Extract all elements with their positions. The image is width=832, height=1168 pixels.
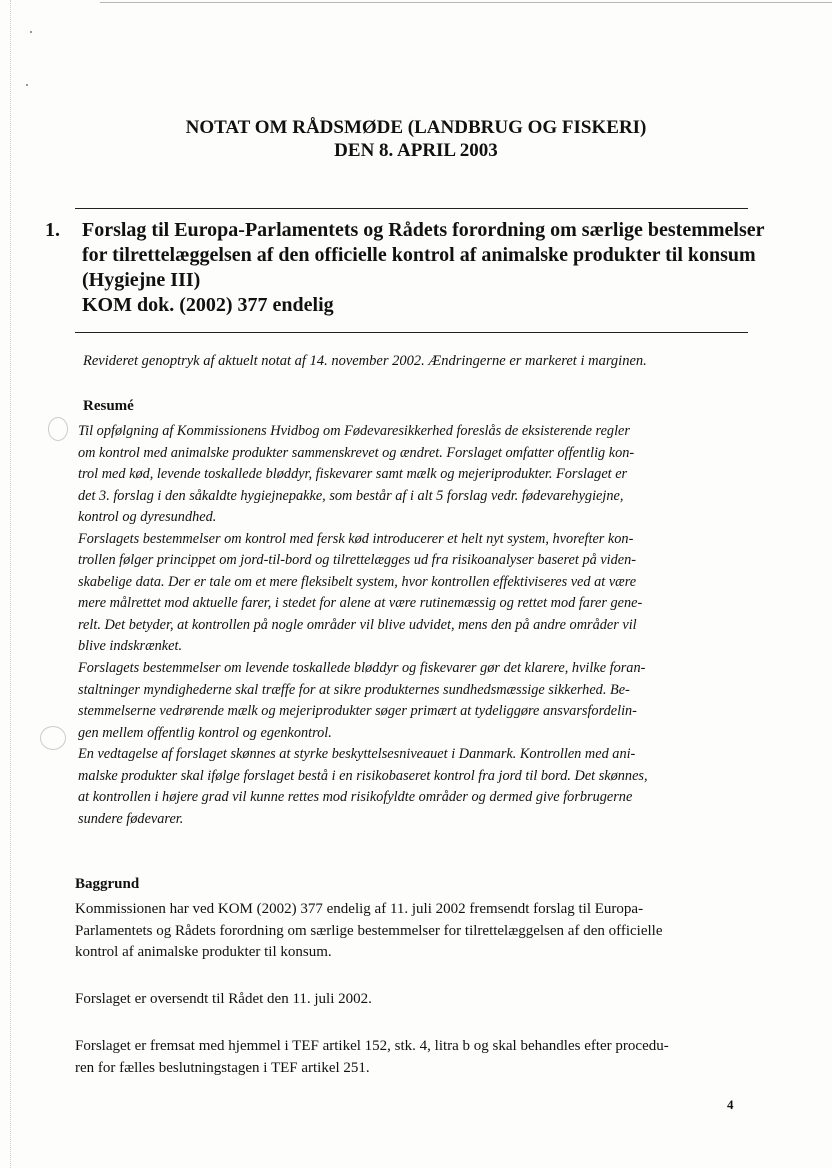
resume-line: mere målrettet mod aktuelle farer, i stedet for alene at være rutinemæssig og rettet mod farer gene- [78,595,643,612]
baggrund-paragraph-1 [75,899,755,964]
resume-line: relt. Det betyder, at kontrollen på nogle områder vil blive udvidet, mens den på andre områder vil [78,616,637,633]
section-title-line: (Hygiejne III) [82,269,201,291]
baggrund-paragraph-3 [75,1036,755,1079]
section-top-rule [75,208,748,209]
resume-line: gen mellem offentlig kontrol og egenkontrol. [78,724,332,741]
resume-line: kontrol og dyresundhed. [78,509,217,526]
scan-speck [26,84,28,86]
resume-heading: Resumé [83,398,134,414]
body-line: Parlamentets og Rådets forordning om særlige bestemmelser for tilrettelæggelsen af den officielle [75,922,663,939]
baggrund-heading: Baggrund [75,876,140,892]
body-line: Forslaget er oversendt til Rådet den 11. juli 2002. [75,991,372,1007]
resume-line: stemmelserne vedrørende mælk og mejeriprodukter søger primært at tydeliggøre ansvarsfordelin- [78,703,637,720]
resume-line: Forslagets bestemmelser om kontrol med fersk kød introducerer et helt nyt system, hvorefter kon- [78,530,634,547]
revision-note: Revideret genoptryk af aktuelt notat af 14. november 2002. Ændringerne er markeret i marginen. [83,353,647,369]
section-number: 1. [45,219,60,241]
resume-line: at kontrollen i højere grad vil kunne rettes mod risikofyldte områder og dermed give forbrugerne [78,789,633,806]
baggrund-paragraph-2 [75,989,755,1011]
resume-line: det 3. forslag i den såkaldte hygiejnepakke, som består af i alt 5 forslag vedr. fødevarehygiejne, [78,487,624,504]
scan-speck [30,31,32,33]
section-title-line: Forslag til Europa-Parlamentets og Rådets forordning om særlige bestemmelser [82,219,765,241]
section-bottom-rule [75,332,748,333]
margin-change-mark [48,417,68,441]
body-line: Forslaget er fremsat med hjemmel i TEF artikel 152, stk. 4, litra b og skal behandles efter procedu- [75,1038,669,1054]
title-line-2: DEN 8. APRIL 2003 [334,140,498,161]
body-line: Kommissionen har ved KOM (2002) 377 endelig af 11. juli 2002 fremsendt forslag til Europa- [75,901,644,917]
resume-line: Forslagets bestemmelser om levende toskallede bløddyr og fiskevarer gør det klarere, hvilke foran- [78,660,646,677]
resume-line: trol med kød, levende toskallede bløddyr, fiskevarer samt mælk og mejeriprodukter. Forslaget er [78,466,628,483]
scan-left-edge [10,0,11,1168]
margin-change-mark [40,726,66,750]
body-line: kontrol af animalske produkter til konsum. [75,944,332,960]
scan-top-edge [100,2,832,3]
title-line-1: NOTAT OM RÅDSMØDE (LANDBRUG OG FISKERI) [185,117,647,138]
resume-line: En vedtagelse af forslaget skønnes at styrke beskyttelsesniveauet i Danmark. Kontrollen med ani- [78,746,636,763]
section-title-line: KOM dok. (2002) 377 endelig [82,294,334,316]
resume-line: sundere fødevarer. [78,810,184,827]
document-title [0,116,832,162]
body-line: ren for fælles beslutningstagen i TEF artikel 251. [75,1059,370,1076]
resume-line: staltninger myndighederne skal træffe for at sikre produkternes sundhedsmæssige sikkerhed. Be- [78,681,630,698]
resume-text [78,421,748,830]
resume-line: om kontrol med animalske produkter sammenskrevet og ændret. Forslaget omfatter offentlig kon- [78,444,635,461]
resume-line: Til opfølgning af Kommissionens Hvidbog om Fødevaresikkerhed foreslås de eksisterende regler [78,423,630,439]
resume-line: blive indskrænket. [78,638,183,655]
page-number: 4 [727,1097,734,1112]
section-title-line: for tilrettelæggelsen af den officielle kontrol af animalske produkter til konsum [82,244,756,266]
resume-line: trollen følger princippet om jord-til-bord og tilrettelægges ud fra risikoanalyser baseret på viden- [78,552,637,569]
resume-line: malske produkter skal ifølge forslaget bestå i en risikobaseret kontrol fra jord til bord. Det skønnes, [78,767,648,784]
resume-line: skabelige data. Der er tale om et mere fleksibelt system, hvor kontrollen effektiviseres ved at være [78,573,637,590]
section-title [82,218,765,318]
